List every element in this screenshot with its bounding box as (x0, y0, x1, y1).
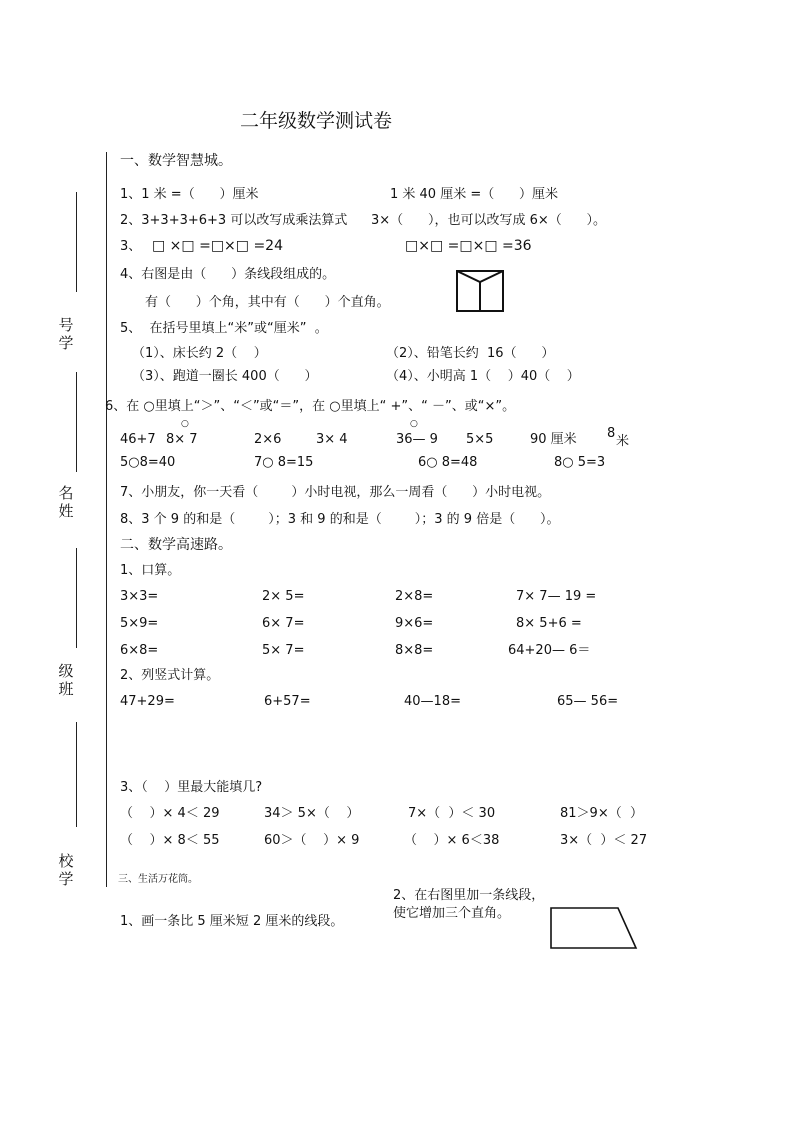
q6-circle-mark-1: ○ (181, 419, 189, 429)
side-label-school: 校 学 (58, 852, 74, 888)
fill-max-item: 7×（ ）＜ 30 (408, 806, 496, 821)
q6-eq-2: 7○ 8=15 (254, 455, 314, 470)
fill-max-item: 60＞（ ）× 9 (264, 833, 360, 848)
oral-calc-item: 8×8= (395, 643, 434, 658)
oral-calc-item: 5× 7= (262, 643, 305, 658)
q6-expr-3: 2×6 (254, 432, 282, 447)
q2-part-a: 2、3+3+3+6+3 可以改写成乘法算式 (120, 213, 348, 228)
q3-2-line-1: 2、在右图里加一条线段， (393, 888, 545, 903)
oral-calc-item: 9×6= (395, 616, 434, 631)
q6-expr-7: 90 厘米 (530, 432, 577, 447)
q5-item-2: （2）、铅笔长约 16（ ） (386, 346, 555, 361)
q3-part-a: □ ×□ =□×□ =24 (152, 238, 283, 254)
trapezoid-figure (550, 906, 638, 950)
q7-prompt: 7、小朋友，你一天看（ ）小时电视，那么一周看（ ）小时电视。 (120, 485, 551, 500)
q2-part-b: 3×（ ），也可以改写成 6×（ ）。 (371, 213, 607, 228)
oral-calc-item: 6× 7= (262, 616, 305, 631)
oral-calc-item: 6×8= (120, 643, 159, 658)
q6-eq-1: 5○8=40 (120, 455, 176, 470)
q3-number: 3、 (120, 239, 142, 254)
q3-2-line-2: 使它增加三个直角。 (393, 906, 511, 921)
oral-calc-item: 2×8= (395, 589, 434, 604)
q4-line-2: 有（ ）个角，其中有（ ）个直角。 (145, 295, 390, 310)
q6-expr-8: 8 (607, 426, 616, 441)
section2-heading: 二、数学高速路。 (120, 537, 232, 553)
fill-max-heading: 3、（ ）里最大能填几? (120, 780, 263, 795)
vertical-calc-item: 6+57= (264, 694, 311, 709)
q5-item-3: （3）、跑道一圈长 400（ ） (132, 369, 318, 384)
q6-expr-2: 8× 7 (166, 432, 198, 447)
side-label-name: 名 姓 (58, 484, 74, 520)
q6-expr-4: 3× 4 (316, 432, 348, 447)
fill-max-item: （ ）× 4＜ 29 (120, 806, 220, 821)
side-label-number: 号 学 (58, 316, 74, 352)
fill-max-item: （ ）× 8＜ 55 (120, 833, 220, 848)
q6-prompt: 6、在 ○里填上“＞”、“＜”或“＝”，在 ○里填上“ +”、“ －”、或“×”。 (105, 399, 516, 414)
q1-part-b: 1 米 40 厘米 =（ ）厘米 (390, 187, 559, 202)
q6-expr-6: 5×5 (466, 432, 494, 447)
q6-eq-3: 6○ 8=48 (418, 455, 478, 470)
oral-calc-item: 5×9= (120, 616, 159, 631)
oral-calc-item: 2× 5= (262, 589, 305, 604)
fill-max-item: （ ）× 6＜38 (404, 833, 500, 848)
q8-prompt: 8、3 个 9 的和是（ ）；3 和 9 的和是（ ）；3 的 9 倍是（ ）。 (120, 512, 560, 527)
q5-item-1: （1）、床长约 2（ ） (132, 346, 267, 361)
fill-max-item: 34＞ 5×（ ） (264, 806, 360, 821)
fill-max-item: 81＞9×（ ） (560, 806, 643, 821)
oral-calc-item: 64+20— 6＝ (508, 643, 591, 658)
vertical-calc-item: 65— 56= (557, 694, 619, 709)
q6-circle-mark-2: ○ (410, 419, 418, 429)
oral-calc-heading: 1、口算。 (120, 563, 181, 578)
vertical-calc-item: 40—18= (404, 694, 461, 709)
section1-heading: 一、数学智慧城。 (120, 153, 232, 169)
q6-expr-1: 46+7 (120, 432, 156, 447)
oral-calc-item: 8× 5+6 = (516, 616, 582, 631)
q6-expr-5: 36— 9 (396, 432, 438, 447)
side-label-class: 级 班 (58, 662, 74, 698)
section3-heading: 三、生活万花筒。 (118, 874, 198, 885)
vertical-calc-item: 47+29= (120, 694, 175, 709)
vertical-calc-heading: 2、列竖式计算。 (120, 668, 220, 683)
q3-part-b: □×□ =□×□ =36 (405, 238, 532, 254)
line-segment-figure (456, 270, 504, 312)
q5-prompt: 5、 在括号里填上“米”或“厘米” 。 (120, 321, 328, 336)
oral-calc-item: 7× 7— 19 = (516, 589, 597, 604)
q6-expr-unit: 米 (616, 434, 630, 449)
page-title: 二年级数学测试卷 (240, 110, 393, 132)
q3-1-prompt: 1、画一条比 5 厘米短 2 厘米的线段。 (120, 914, 344, 929)
oral-calc-item: 3×3= (120, 589, 159, 604)
binding-line-1 (76, 192, 77, 292)
q6-eq-4: 8○ 5=3 (554, 455, 606, 470)
binding-line-4 (76, 722, 77, 827)
fill-max-item: 3×（ ）＜ 27 (560, 833, 648, 848)
binding-line-2 (76, 372, 77, 472)
q5-item-4: （4）、小明高 1（ ）40（ ） (386, 369, 580, 384)
margin-line-left (106, 152, 107, 887)
q1-part-a: 1、1 米 =（ ）厘米 (120, 187, 259, 202)
q4-line-1: 4、右图是由（ ）条线段组成的。 (120, 267, 336, 282)
binding-line-3 (76, 548, 77, 648)
